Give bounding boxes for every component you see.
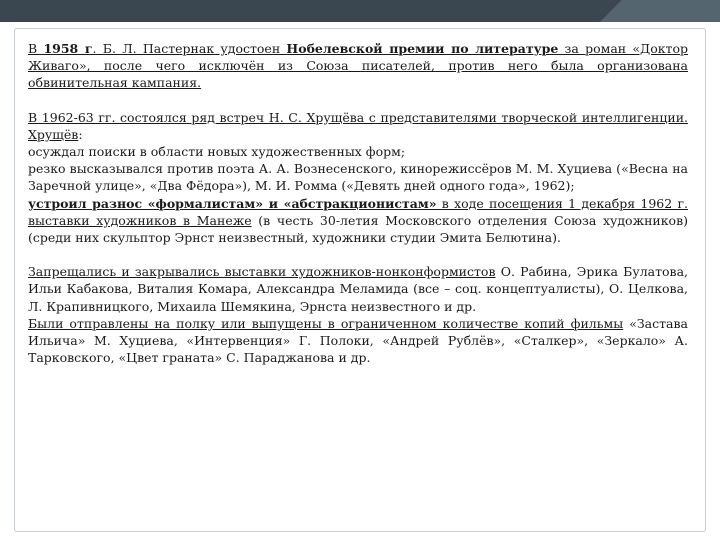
khrushchev-item-3: устроил разнос «формалистам» и «абстракционистам» в ходе посещения 1 декабря 1962 г. выставки художников в Манеже (в честь 30-летия Московского отделения Союза художников) (среди них скульптор Эрнст неизвестный, художники студии Эмита Белютина). bbox=[28, 195, 689, 246]
spacer bbox=[28, 92, 688, 109]
year-1958: 1958 г bbox=[43, 41, 93, 56]
paragraph-films: Были отправлены на полку или выпущены в ограниченном количестве копий фильмы «Застава Ильича» М. Хуциева, «Интервенция» Г. Полоки, «Андрей Рублёв», «Сталкер», «Зеркало» А. Тарковского, «Цвет граната» С. Параджанова и др. bbox=[28, 315, 688, 366]
paragraph-pasternak: В 1958 г. Б. Л. Пастернак удостоен Нобелевской премии по литературе за роман «Доктор Живаго», после чего исключён из Союза писателей, против него была организована обвинительная кампания. bbox=[28, 41, 688, 91]
paragraph-exhibitions: Запрещались и закрывались выставки художников-нонконформистов О. Рабина, Эрика Булатова, Ильи Кабакова, Виталия Комара, Александра Меламида (все – соц. концептуалисты), О. Целкова, Л. Крапивницкого, Михаила Шемякина, Эрнста неизвестного и др. bbox=[28, 264, 689, 314]
khrushchev-item-2: резко высказывался против поэта А. А. Вознесенского, кинорежиссёров М. М. Хуциева («Весна на Заречной улице», «Два Фёдора»), М. И. Ромма («Девять дней одного года», 1962); bbox=[28, 161, 688, 194]
spacer bbox=[28, 246, 688, 263]
nobel-prize-text: Нобелевской премии по литературе bbox=[286, 41, 559, 56]
manege-critique-bold: устроил разнос «формалистам» и «абстракционистам» bbox=[28, 195, 437, 211]
paragraph-khrushchev-intro: В 1962-63 гг. состоялся ряд встреч Н. С. Хрущёва с представителями творческой интеллигенции. Хрущёв: bbox=[28, 109, 688, 142]
khrushchev-item-1: осуждал поиски в области новых художественных форм; bbox=[28, 144, 406, 160]
slide-content bbox=[28, 40, 688, 366]
